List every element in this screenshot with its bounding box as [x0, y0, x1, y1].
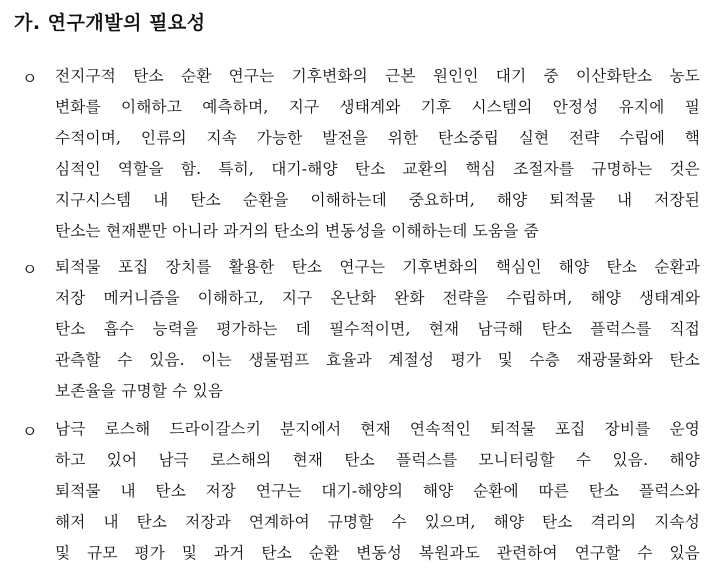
text-line: 퇴적물 포집 장치를 활용한 탄소 연구는 기후변화의 핵심인 해양 탄소 순환과 [55, 258, 700, 276]
bullet-marker: ㅇ [22, 422, 38, 441]
text-line: 저장 메커니즘을 이해하고, 지구 온난화 완화 전략을 수립하며, 해양 생태계와 [55, 289, 700, 307]
text-line: 탄소 흡수 능력을 평가하는 데 필수적이면, 현재 남극해 탄소 플럭스를 직접 [55, 320, 700, 338]
bullet-marker: ㅇ [22, 260, 38, 279]
bullet-marker: ㅇ [22, 69, 38, 88]
bullet-paragraph-2 [22, 255, 702, 415]
text-line: 남극 로스해 드라이갈스키 분지에서 현재 연속적인 퇴적물 포집 장비를 운영 [55, 420, 700, 438]
text-line: 하고 있어 남극 로스해의 현재 탄소 플럭스를 모니터링할 수 있음. 해양 [55, 451, 700, 469]
text-line: 심적인 역할을 함. 특히, 대기-해양 탄소 교환의 핵심 조절자를 규명하는 것은 [55, 160, 700, 178]
bullet-paragraph-3 [22, 417, 702, 575]
text-line: 수적이며, 인류의 지속 가능한 발전을 위한 탄소중립 실현 전략 수립에 핵 [55, 129, 700, 147]
bullet-paragraph-1 [22, 64, 702, 254]
text-line: 변화를 이해하고 예측하며, 지구 생태계와 기후 시스템의 안정성 유지에 필 [55, 98, 700, 116]
text-line: 관측할 수 있음. 이는 생물펌프 효율과 계절성 평가 및 수층 재광물화와 탄소 [55, 351, 700, 369]
section-title: 가. 연구개발의 필요성 [14, 12, 206, 34]
text-line: 퇴적물 내 탄소 저장 연구는 대기-해양의 해양 순환에 따른 탄소 플럭스와 [55, 482, 700, 500]
paragraph-text [55, 417, 700, 572]
paragraph-text [55, 64, 700, 250]
text-line: 해저 내 탄소 저장과 연계하여 규명할 수 있으며, 해양 탄소 격리의 지속성 [55, 513, 700, 531]
text-line: 및 규모 평가 및 과거 탄소 순환 변동성 복원과도 관련하여 연구할 수 있음 [55, 544, 700, 562]
paragraph-text [55, 255, 700, 410]
text-line: 전지구적 탄소 순환 연구는 기후변화의 근본 원인인 대기 중 이산화탄소 농도 [55, 67, 700, 85]
text-line: 탄소는 현재뿐만 아니라 과거의 탄소의 변동성을 이해하는데 도움을 줌 [55, 222, 539, 240]
text-line: 보존율을 규명할 수 있음 [55, 382, 224, 400]
text-line: 지구시스템 내 탄소 순환을 이해하는데 중요하며, 해양 퇴적물 내 저장된 [55, 191, 700, 209]
